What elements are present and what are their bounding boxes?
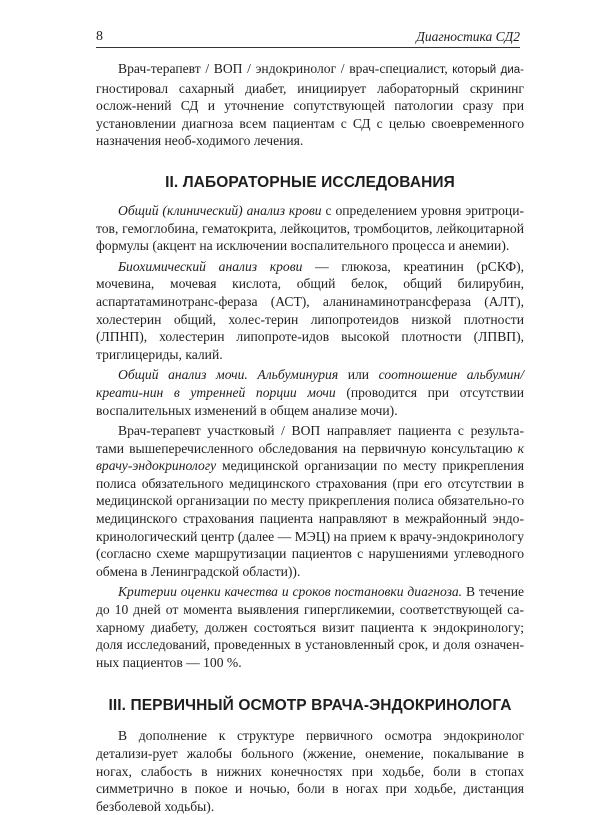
paragraph-complaints: В дополнение к структуре первичного осмотра эндокринолог детализи-рует жалобы больного (жжение, онемение, покалывание в ногах, слабость в нижних конечностях при ходьбе, боли в стопах симметрично в покое и ночью, боли в ногах при ходьбе, дистанция безболевой ходьбы). [96,728,524,814]
urine-test-term: Общий анализ мочи. Альбуминурия [118,367,339,383]
intro-text-lead: Врач-терапевт / ВОП / эндокринолог / врач-специалист, [118,61,448,76]
referral-text-end: медицинской организации по месту прикрепления полиса обязательного медицинского страхования (при его отсутствии в медицинской организации по месту прикрепления полиса обязательно-го медицинского страхования пациента направляют в межрайонный эндо-кринологический центр (далее — МЭЦ) на прием к врачу-эндокринологу (согласно схеме маршрутизации пациентов с нарушениями углеводного обмена в Ленинградской области)). [96,458,524,579]
quality-criteria-text: В течение до 10 дней от момента выявления гипергликемии, соответствующей са-харному диабету, должен состояться визит пациента к эндокринологу; доля исследований, проведенных в установленный срок, и доля означен-ных пациентов — 100 %. [96,584,525,670]
intro-paragraph [96,60,524,150]
intro-text-sans: который диа- [447,64,524,76]
page-content [96,60,524,815]
running-header [96,27,520,48]
paragraph-urine-test [96,366,524,419]
urine-test-text: (проводится при отсутствии воспалительных изменений в общем анализе мочи). [96,384,524,418]
referral-endocrinologist: к врачу-эндокринологу [96,440,524,474]
running-title: Диагностика СД2 [416,29,520,44]
blood-test-text: с определением уровня эритроци-тов, гемоглобина, гематокрита, лейкоцитов, тромбоцитов, лейкоцитарной формулы (акцент на исключении воспалительного процесса и анемии). [96,202,524,254]
blood-test-term: Общий (клинический) анализ крови [118,202,322,218]
referral-text-start: Врач-терапевт участковый / ВОП направляет пациента с результа-тами вышеперечисленного обследования на первичную консультацию [96,423,524,456]
section-heading-lab-tests: II. ЛАБОРАТОРНЫЕ ИССЛЕДОВАНИЯ [165,173,455,191]
intro-text-rest: гностировал сахарный диабет, инициирует лабораторный скрининг ослож-нений СД и уточнение сопутствующей патологии сразу при установлении диагноза всем пациентам с СД с целью своевременного назначения необ-ходимого лечения. [96,80,524,149]
paragraph-blood-test [96,202,524,255]
paragraph-quality-criteria [96,583,524,671]
section-heading-primary-exam: III. ПЕРВИЧНЫЙ ОСМОТР ВРАЧА-ЭНДОКРИНОЛОГА [108,697,512,715]
urine-test-connector: или [338,367,379,383]
quality-criteria-term: Критерии оценки качества и сроков постановки диагноза. [118,584,463,600]
biochemistry-text: — глюкоза, креатинин (рСКФ), мочевина, мочевая кислота, общий белок, общий билирубин, аспартатаминотранс-фераза (АСТ), аланинаминотрансфераза (АЛТ), холестерин общий, холес-терин липопротеидов низкой плотности (ЛПНП), холестерин липопроте-идов высокой плотности (ЛПВП), триглицериды, калий. [96,258,525,362]
paragraph-biochemistry [96,258,524,364]
paragraph-referral [96,422,524,580]
page-number: 8 [96,29,103,44]
albumin-ratio-term: соотношение альбумин/креати-нин в утренней порции мочи [96,367,524,400]
biochemistry-term: Биохимический анализ крови [118,258,303,274]
